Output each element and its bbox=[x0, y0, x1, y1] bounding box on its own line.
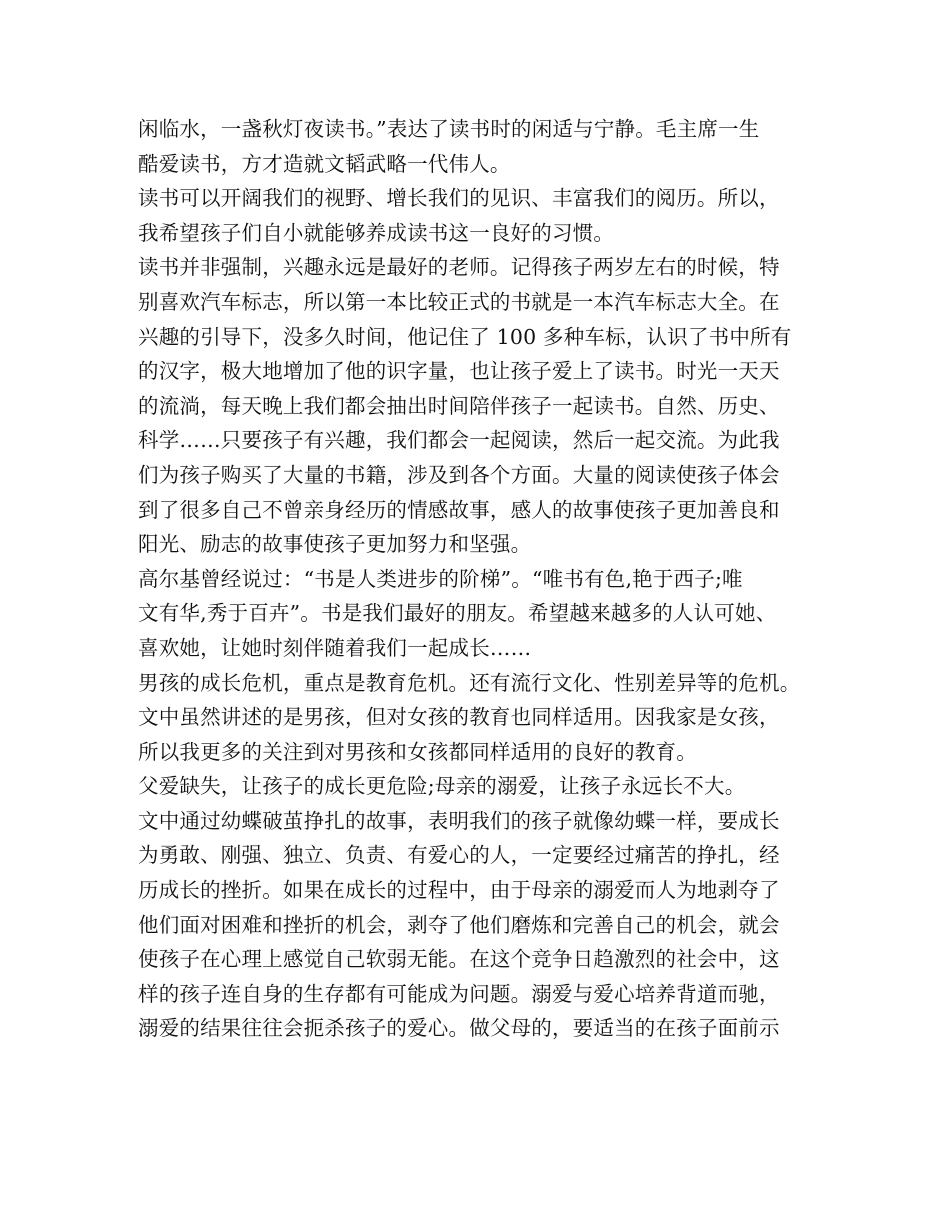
text-line: 读书可以开阔我们的视野、增长我们的见识、丰富我们的阅历。所以， bbox=[138, 186, 780, 211]
text-line: 样的孩子连自身的生存都有可能成为问题。溺爱与爱心培养背道而驰， bbox=[138, 981, 780, 1006]
text-line: 的汉字，极大地增加了他的识字量，也让孩子爱上了读书。时光一天天 bbox=[138, 359, 780, 384]
text-line: 所以我更多的关注到对男孩和女孩都同样适用的良好的教育。 bbox=[138, 739, 697, 764]
text-line: 高尔基曾经说过：“书是人类进步的阶梯”。“唯书有色,艳于西子;唯 bbox=[138, 566, 743, 591]
text-line: 别喜欢汽车标志，所以第一本比较正式的书就是一本汽车标志大全。在 bbox=[138, 289, 780, 314]
text-line: 文中通过幼蝶破茧挣扎的故事，表明我们的孩子就像幼蝶一样，要成长 bbox=[138, 808, 780, 833]
text-line: 的流淌，每天晚上我们都会抽出时间陪伴孩子一起读书。自然、历史、 bbox=[138, 393, 780, 418]
text-line: 到了很多自己不曾亲身经历的情感故事，感人的故事使孩子更加善良和 bbox=[138, 497, 780, 522]
text-line: 兴趣的引导下，没多久时间，他记住了 100 多种车标，认识了书中所有 bbox=[138, 324, 792, 349]
text-line: 闲临水，一盏秋灯夜读书。”表达了读书时的闲适与宁静。毛主席一生 bbox=[138, 117, 760, 141]
text-line: 溺爱的结果往往会扼杀孩子的爱心。做父母的，要适当的在孩子面前示 bbox=[138, 1016, 780, 1041]
text-line: 们为孩子购买了大量的书籍，涉及到各个方面。大量的阅读使孩子体会 bbox=[138, 462, 780, 487]
text-line: 历成长的挫折。如果在成长的过程中，由于母亲的溺爱而人为地剥夺了 bbox=[138, 878, 780, 903]
text-line: 为勇敢、刚强、独立、负责、有爱心的人，一定要经过痛苦的挣扎，经 bbox=[138, 843, 780, 868]
text-line: 读书并非强制，兴趣永远是最好的老师。记得孩子两岁左右的时候，特 bbox=[138, 255, 780, 280]
text-line: 阳光、励志的故事使孩子更加努力和坚强。 bbox=[138, 532, 532, 557]
text-line: 他们面对困难和挫折的机会，剥夺了他们磨炼和完善自己的机会，就会 bbox=[138, 912, 780, 937]
text-line: 我希望孩子们自小就能够养成读书这一良好的习惯。 bbox=[138, 220, 615, 245]
text-line: 文有华,秀于百卉”。书是我们最好的朋友。希望越来越多的人认可她、 bbox=[138, 601, 777, 626]
text-line: 喜欢她，让她时刻伴随着我们一起成长…… bbox=[138, 635, 532, 660]
text-line: 酷爱读书，方才造就文韬武略一代伟人。 bbox=[138, 151, 511, 176]
text-line: 使孩子在心理上感觉自己软弱无能。在这个竞争日趋激烈的社会中，这 bbox=[138, 947, 780, 972]
text-line: 男孩的成长危机，重点是教育危机。还有流行文化、性别差异等的危机。 bbox=[138, 670, 801, 695]
text-line: 父爱缺失，让孩子的成长更危险;母亲的溺爱，让孩子永远长不大。 bbox=[138, 774, 746, 799]
text-line: 文中虽然讲述的是男孩，但对女孩的教育也同样适用。因我家是女孩， bbox=[138, 705, 780, 730]
body-text bbox=[138, 112, 828, 1046]
text-line: 科学……只要孩子有兴趣，我们都会一起阅读，然后一起交流。为此我 bbox=[138, 428, 780, 453]
